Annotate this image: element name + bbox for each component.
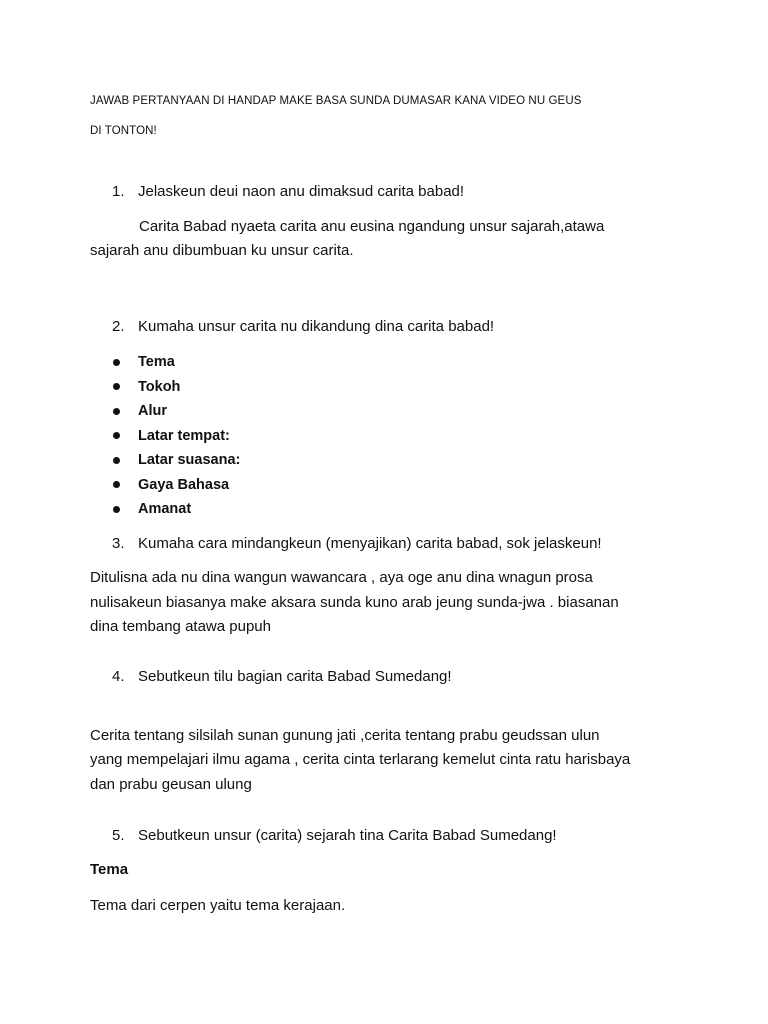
list-item: Latar tempat: [111, 424, 240, 449]
list-item: Alur [111, 399, 240, 424]
question-5-text: Sebutkeun unsur (carita) sejarah tina Carita Babad Sumedang! [138, 827, 557, 844]
instruction-heading-line-2: DI TONTON! [90, 125, 157, 137]
instruction-heading-line-1: JAWAB PERTANYAAN DI HANDAP MAKE BASA SUNDA DUMASAR KANA VIDEO NU GEUS [90, 95, 582, 107]
bullet-icon [113, 457, 120, 464]
question-5 [112, 827, 557, 844]
question-3-number: 3. [112, 535, 125, 552]
story-elements-list [111, 350, 240, 522]
list-item: Gaya Bahasa [111, 473, 240, 498]
bullet-icon [113, 359, 120, 366]
list-item: Amanat [111, 497, 240, 522]
question-4-number: 4. [112, 668, 125, 685]
answer-5-subheading: Tema [90, 861, 129, 878]
question-1-text: Jelaskeun deui naon anu dimaksud carita babad! [138, 183, 465, 200]
question-3 [112, 535, 602, 552]
question-4 [112, 668, 452, 685]
question-1-number: 1. [112, 183, 125, 200]
list-item: Tema [111, 350, 240, 375]
answer-3-line-2: nulisakeun biasanya make aksara sunda kuno arab jeung sunda-jwa . biasanan [90, 594, 619, 611]
question-2-text: Kumaha unsur carita nu dikandung dina carita babad! [138, 318, 495, 335]
question-2-number: 2. [112, 318, 125, 335]
question-5-number: 5. [112, 827, 125, 844]
question-4-text: Sebutkeun tilu bagian carita Babad Sumedang! [138, 668, 452, 685]
question-2 [112, 318, 494, 335]
answer-3-line-3: dina tembang atawa pupuh [90, 618, 271, 635]
answer-4-line-1: Cerita tentang silsilah sunan gunung jati ,cerita tentang prabu geudssan ulun [90, 727, 600, 744]
answer-1-line-1: Carita Babad nyaeta carita anu eusina ngandung unsur sajarah,atawa [139, 218, 605, 235]
bullet-icon [113, 432, 120, 439]
question-3-text: Kumaha cara mindangkeun (menyajikan) carita babad, sok jelaskeun! [138, 535, 602, 552]
list-item: Tokoh [111, 375, 240, 400]
bullet-icon [113, 383, 120, 390]
answer-4-line-3: dan prabu geusan ulung [90, 776, 252, 793]
bullet-icon [113, 506, 120, 513]
answer-4-line-2: yang mempelajari ilmu agama , cerita cinta terlarang kemelut cinta ratu harisbaya [90, 751, 631, 768]
list-item: Latar suasana: [111, 448, 240, 473]
answer-5-line-1: Tema dari cerpen yaitu tema kerajaan. [90, 897, 346, 914]
question-1 [112, 183, 464, 200]
bullet-icon [113, 481, 120, 488]
bullet-icon [113, 408, 120, 415]
answer-3-line-1: Ditulisna ada nu dina wangun wawancara , aya oge anu dina wnagun prosa [90, 569, 593, 586]
answer-1-line-2: sajarah anu dibumbuan ku unsur carita. [90, 242, 354, 259]
